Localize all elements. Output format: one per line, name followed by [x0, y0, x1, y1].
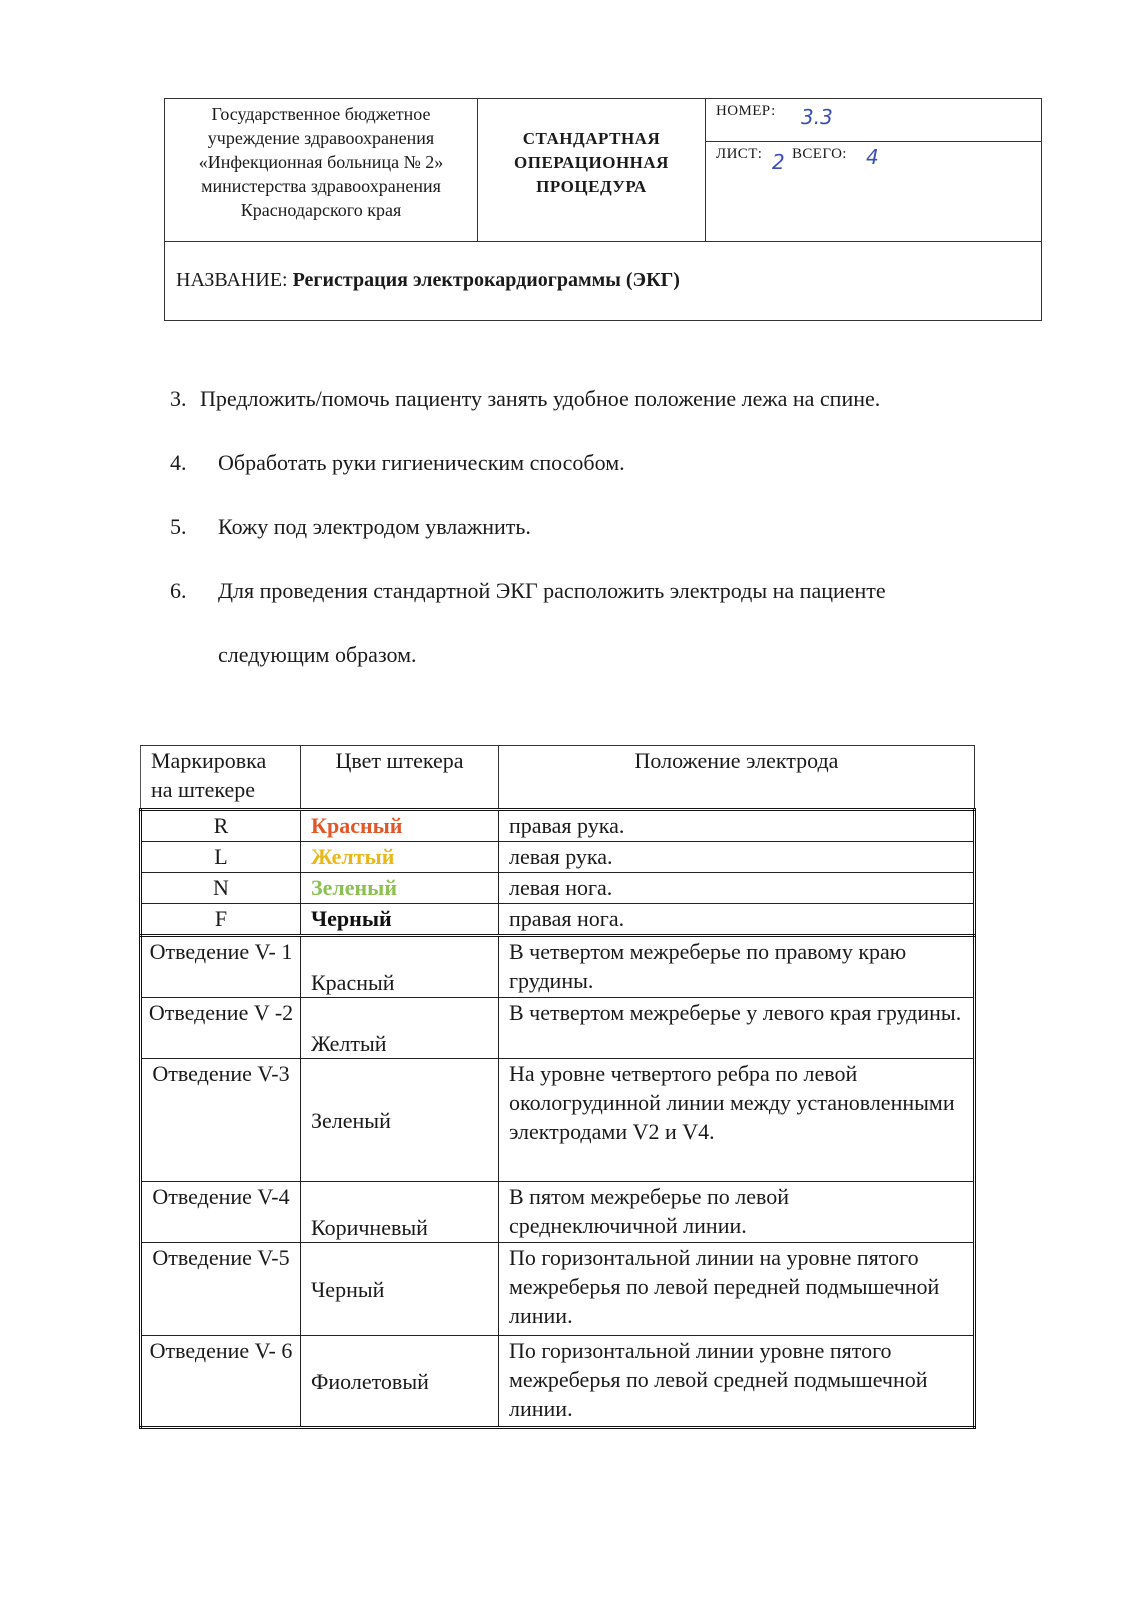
cell-mark: L — [141, 842, 301, 873]
procedure-line: СТАНДАРТНАЯ — [522, 129, 661, 148]
sheet-row — [706, 142, 1042, 241]
title-label: НАЗВАНИЕ: — [176, 269, 288, 291]
cell-position: В четвертом межреберье у левого края грудины. — [499, 998, 975, 1059]
cell-position: По горизонтальной линии уровне пятого межреберья по левой средней подмышечной линии. — [499, 1336, 975, 1428]
step-number: 3. — [170, 386, 187, 411]
cell-mark: Отведение V- 6 — [141, 1336, 301, 1428]
table-row — [141, 1059, 975, 1182]
limb-electrodes — [141, 810, 975, 936]
title-value: Регистрация электрокардиограммы (ЭКГ) — [292, 269, 680, 291]
step-text: Предложить/помочь пациенту занять удобное положение лежа на спине. — [200, 386, 881, 411]
cell-color: Желтый — [301, 998, 499, 1059]
cell-position: В четвертом межреберье по правому краю грудины. — [499, 936, 975, 998]
table-row — [141, 936, 975, 998]
org-line: «Инфекционная больница № 2» — [198, 152, 444, 172]
header-position: Положение электрода — [499, 746, 975, 810]
cell-mark: Отведение V -2 — [141, 998, 301, 1059]
step-item — [170, 514, 531, 540]
total-label: ВСЕГО: — [792, 146, 847, 162]
cell-mark: Отведение V-3 — [141, 1059, 301, 1182]
table-row — [141, 904, 975, 936]
table-row — [141, 1243, 975, 1336]
header-mark: Маркировка на штекере — [141, 746, 301, 810]
org-line: Краснодарского края — [240, 200, 402, 220]
cell-mark: R — [141, 810, 301, 842]
number-label: НОМЕР: — [716, 103, 776, 119]
cell-position: В пятом межреберье по левой среднеключичной линии. — [499, 1182, 975, 1243]
table-row — [141, 873, 975, 904]
org-line: Государственное бюджетное — [211, 104, 431, 124]
cell-color: Черный — [301, 904, 499, 936]
procedure-line: ПРОЦЕДУРА — [536, 177, 647, 196]
cell-position: левая рука. — [499, 842, 975, 873]
step-number: 5. — [170, 514, 187, 539]
document-header — [164, 98, 1042, 321]
table-row — [141, 842, 975, 873]
step-text: Для проведения стандартной ЭКГ расположить электроды на пациенте — [218, 578, 886, 603]
cell-mark: N — [141, 873, 301, 904]
step-text: Обработать руки гигиеническим способом. — [218, 450, 625, 475]
cell-mark: Отведение V- 1 — [141, 936, 301, 998]
cell-color: Красный — [301, 810, 499, 842]
electrode-table — [139, 745, 976, 1429]
table-header-row — [141, 746, 975, 810]
cell-color: Черный — [301, 1243, 499, 1336]
org-line: учреждение здравоохранения — [207, 128, 435, 148]
table-row — [141, 1336, 975, 1428]
table-row — [141, 998, 975, 1059]
total-value: 4 — [866, 145, 879, 169]
cell-mark: F — [141, 904, 301, 936]
sheet-value: 2 — [772, 150, 785, 174]
document-meta — [706, 99, 1042, 241]
step-number: 4. — [170, 450, 187, 475]
cell-color: Зеленый — [301, 873, 499, 904]
cell-color: Фиолетовый — [301, 1336, 499, 1428]
sheet-label: ЛИСТ: — [716, 146, 763, 162]
cell-mark: Отведение V-4 — [141, 1182, 301, 1243]
document-title — [165, 241, 1041, 322]
number-value: 3.3 — [801, 105, 833, 129]
cell-position: правая рука. — [499, 810, 975, 842]
chest-electrodes — [141, 936, 975, 1428]
cell-color: Желтый — [301, 842, 499, 873]
number-row — [706, 99, 1042, 142]
organization-name — [165, 99, 478, 241]
cell-color: Зеленый — [301, 1059, 499, 1182]
step-text: следующим образом. — [218, 642, 417, 667]
step-continuation — [218, 642, 417, 668]
cell-position: По горизонтальной линии на уровне пятого межреберья по левой передней подмышечной линии. — [499, 1243, 975, 1336]
procedure-type — [478, 99, 706, 241]
cell-color: Коричневый — [301, 1182, 499, 1243]
table-row — [141, 1182, 975, 1243]
cell-position: левая нога. — [499, 873, 975, 904]
cell-position: На уровне четвертого ребра по левой окологрудинной линии между установленными электродами V2 и V4. — [499, 1059, 975, 1182]
step-text: Кожу под электродом увлажнить. — [218, 514, 531, 539]
cell-color: Красный — [301, 936, 499, 998]
step-number: 6. — [170, 578, 187, 603]
step-item — [170, 578, 886, 604]
table-row — [141, 810, 975, 842]
header-color: Цвет штекера — [301, 746, 499, 810]
cell-mark: Отведение V-5 — [141, 1243, 301, 1336]
step-item — [170, 450, 625, 476]
step-item — [170, 386, 880, 412]
cell-position: правая нога. — [499, 904, 975, 936]
procedure-line: ОПЕРАЦИОННАЯ — [514, 153, 669, 172]
org-line: министерства здравоохранения — [201, 176, 441, 196]
